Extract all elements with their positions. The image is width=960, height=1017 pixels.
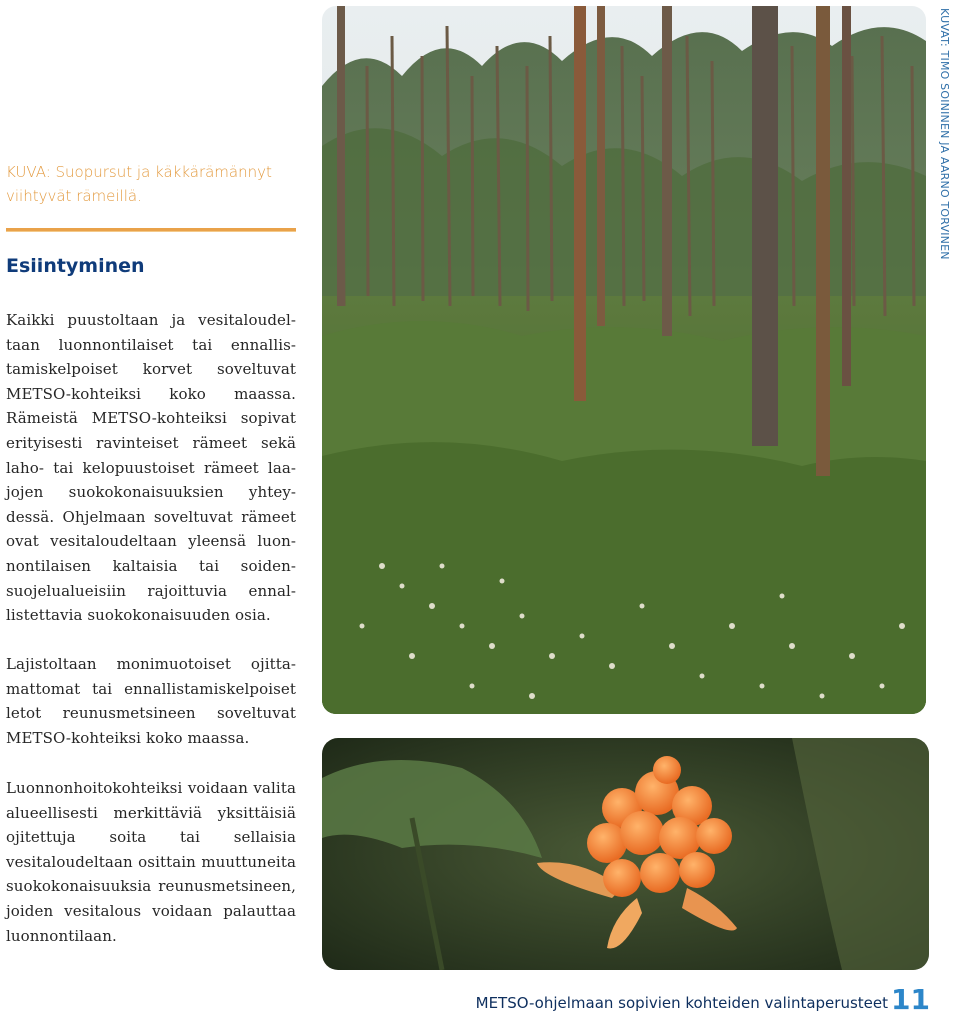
caption-line-1: KUVA: Suopursut ja käkkärämännyt xyxy=(6,163,272,181)
paragraph-1: Kaikki puustoltaan ja vesitaloudeltaan luonnontilaiset tai ennallistamiskelpoiset korvet soveltuvat METSO-kohteiksi koko maassa. Rämeistä METSO-kohteiksi sopivat erityisesti ravinteiset rämeet sekä laho- tai kelopuustoiset rämeet laajojen suokokonaisuuksien yhteydessä. Ohjelmaan soveltuvat rämeet ovat vesitaloudeltaan yleensä luonnontilaisen kaltaisia tai soidensuojelualueisiin rajoittuvia ennallistettavia suokokonaisuuden osia. xyxy=(6,311,296,625)
paragraph-3: Luonnonhoitokohteiksi voidaan valita alueellisesti merkittäviä yksittäisiä ojitettuja soita tai sellaisia vesitaloudeltaan osittain muuttuneita suokokonaisuuksia reunusmetsineen, joiden vesitalous voidaan palauttaa luonnontilaan. xyxy=(6,779,296,945)
page-number: 11 xyxy=(891,983,930,1016)
paragraph-2: Lajistoltaan monimuotoiset ojittamattomat tai ennallistamiskelpoiset letot reunusmetsineen soveltuvat METSO-kohteiksi koko maassa. xyxy=(6,655,296,747)
section-heading: Esiintyminen xyxy=(6,255,145,277)
caption-line-2: viihtyvät rämeillä. xyxy=(6,187,142,205)
footer-title: METSO-ohjelmaan sopivien kohteiden valintaperusteet xyxy=(475,994,888,1012)
cloudberry-photo xyxy=(322,738,929,970)
section-divider xyxy=(6,228,296,232)
photo-credit: KUVAT: TIMO SOININEN JA AARNO TORVINEN xyxy=(938,8,951,260)
forest-photo xyxy=(322,6,926,714)
photo-caption xyxy=(6,160,296,208)
